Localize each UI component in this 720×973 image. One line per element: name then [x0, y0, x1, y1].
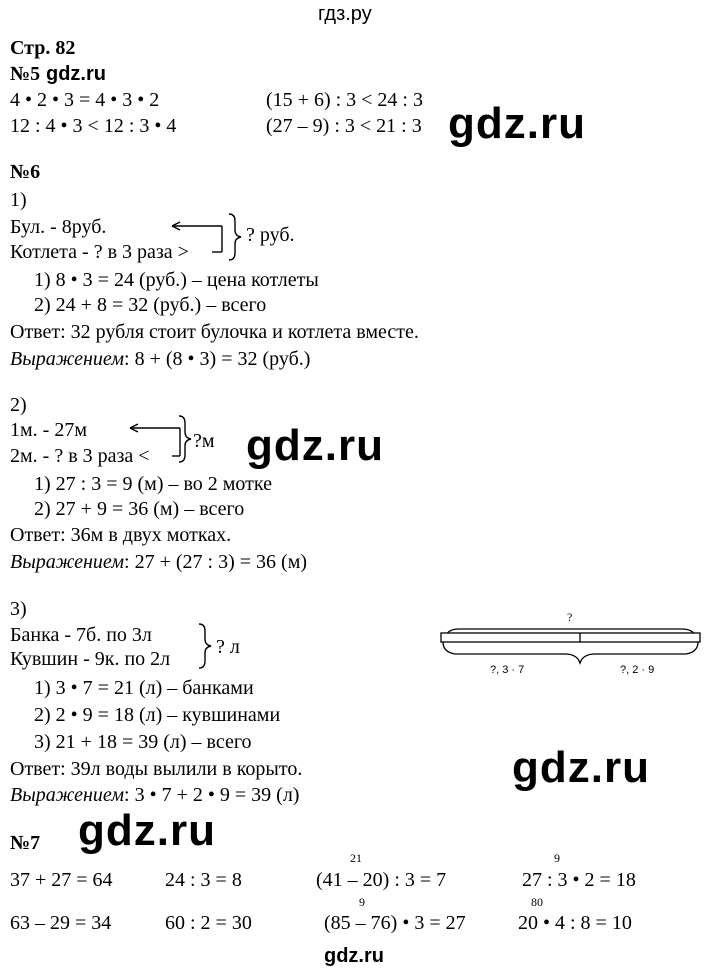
- ex7-row1-col1: 37 + 27 = 64: [10, 869, 113, 891]
- ex6-p2-brace-label: ?м: [193, 430, 215, 452]
- ex6-p2-number: 2): [10, 394, 27, 416]
- ex7-row2-col4: 20 • 4 : 8 = 10: [518, 912, 632, 934]
- footer-site-label: gdz.ru: [324, 945, 384, 967]
- header-site-label: гдз.ру: [318, 3, 372, 25]
- diagram-total-label: ?: [567, 610, 573, 624]
- p1-brace: [229, 214, 241, 260]
- ex5-title: №5: [10, 63, 41, 85]
- watermark-4: gdz.ru: [78, 806, 216, 855]
- ex7-row1-col3: (41 – 20) : 3 = 7: [316, 869, 447, 891]
- expression-body: : 8 + (8 • 3) = 32 (руб.): [124, 348, 311, 370]
- expression-body: : 27 + (27 : 3) = 36 (м): [124, 551, 308, 573]
- ex6-p3-number: 3): [10, 598, 27, 620]
- p1-arrow: [172, 222, 222, 252]
- ex6-title: №6: [10, 161, 41, 183]
- ex7-hint-r2c4: 80: [531, 895, 543, 909]
- ex7-row1-col2: 24 : 3 = 8: [165, 869, 242, 891]
- ex6-p2-line2: 2м. - ? в 3 раза <: [10, 445, 150, 467]
- ex5-row2-right: (27 – 9) : 3 < 21 : 3: [266, 115, 422, 137]
- ex5-title-watermark: gdz.ru: [46, 63, 106, 85]
- ex7-hint-r1c3: 21: [350, 851, 362, 865]
- ex6-p3-step3: 3) 21 + 18 = 39 (л) – всего: [34, 731, 252, 753]
- diagram-left-label: ?, 3 · 7: [490, 664, 525, 676]
- ex6-p3-step2: 2) 2 • 9 = 18 (л) – кувшинами: [34, 704, 281, 726]
- watermark-2: gdz.ru: [246, 421, 384, 470]
- expression-label: Выражением: [10, 784, 125, 806]
- ex6-p1-step1: 1) 8 • 3 = 24 (руб.) – цена котлеты: [34, 269, 319, 291]
- ex6-p3-line1: Банка - 7б. по 3л: [10, 624, 152, 646]
- ex6-p1-brace-label: ? руб.: [246, 224, 295, 246]
- ex7-row2-col2: 60 : 2 = 30: [165, 912, 252, 934]
- ex6-p2-answer: Ответ: 36м в двух мотках.: [10, 524, 232, 546]
- ex6-p2-step2: 2) 27 + 9 = 36 (м) – всего: [34, 498, 245, 520]
- ex7-hint-r2c3: 9: [359, 895, 365, 909]
- ex6-p1-step2: 2) 24 + 8 = 32 (руб.) – всего: [34, 294, 267, 316]
- ex6-p3-answer: Ответ: 39л воды вылили в корыто.: [10, 758, 303, 780]
- ex6-p2-step1: 1) 27 : 3 = 9 (м) – во 2 мотке: [34, 473, 273, 495]
- ex5-row2-left: 12 : 4 • 3 < 12 : 3 • 4: [10, 115, 177, 137]
- p2-arrow: [130, 424, 180, 456]
- ex6-p2-line1: 1м. - 27м: [10, 419, 87, 441]
- watermark-3: gdz.ru: [512, 743, 650, 792]
- expression-label: Выражением: [10, 348, 125, 370]
- ex6-p1-number: 1): [10, 189, 27, 211]
- ex6-p3-line2: Кувшин - 9к. по 2л: [10, 648, 171, 670]
- segment-diagram: [441, 629, 700, 663]
- ex6-p3-step1: 1) 3 • 7 = 21 (л) – банками: [34, 677, 254, 699]
- ex7-title: №7: [10, 832, 41, 854]
- ex7-row2-col1: 63 – 29 = 34: [10, 912, 112, 934]
- expression-body: : 3 • 7 + 2 • 9 = 39 (л): [124, 784, 300, 806]
- diagram-right-label: ?, 2 · 9: [620, 664, 655, 676]
- page-label: Стр. 82: [10, 37, 76, 59]
- watermark-1: gdz.ru: [448, 99, 586, 148]
- ex7-row1-col4: 27 : 3 • 2 = 18: [522, 869, 636, 891]
- expression-label: Выражением: [10, 551, 125, 573]
- ex5-row1-left: 4 • 2 • 3 = 4 • 3 • 2: [10, 89, 160, 111]
- ex6-p1-line1: Бул. - 8руб.: [10, 216, 107, 238]
- p2-brace: [179, 416, 191, 462]
- ex6-p1-line2: Котлета - ? в 3 раза >: [10, 241, 189, 263]
- ex6-p1-answer: Ответ: 32 рубля стоит булочка и котлета вместе.: [10, 321, 419, 343]
- ex5-row1-right: (15 + 6) : 3 < 24 : 3: [266, 89, 423, 111]
- ex7-hint-r1c4: 9: [554, 851, 560, 865]
- ex7-row2-col3: (85 – 76) • 3 = 27: [324, 912, 466, 934]
- p3-brace: [199, 624, 211, 668]
- ex6-p3-brace-label: ? л: [216, 636, 240, 658]
